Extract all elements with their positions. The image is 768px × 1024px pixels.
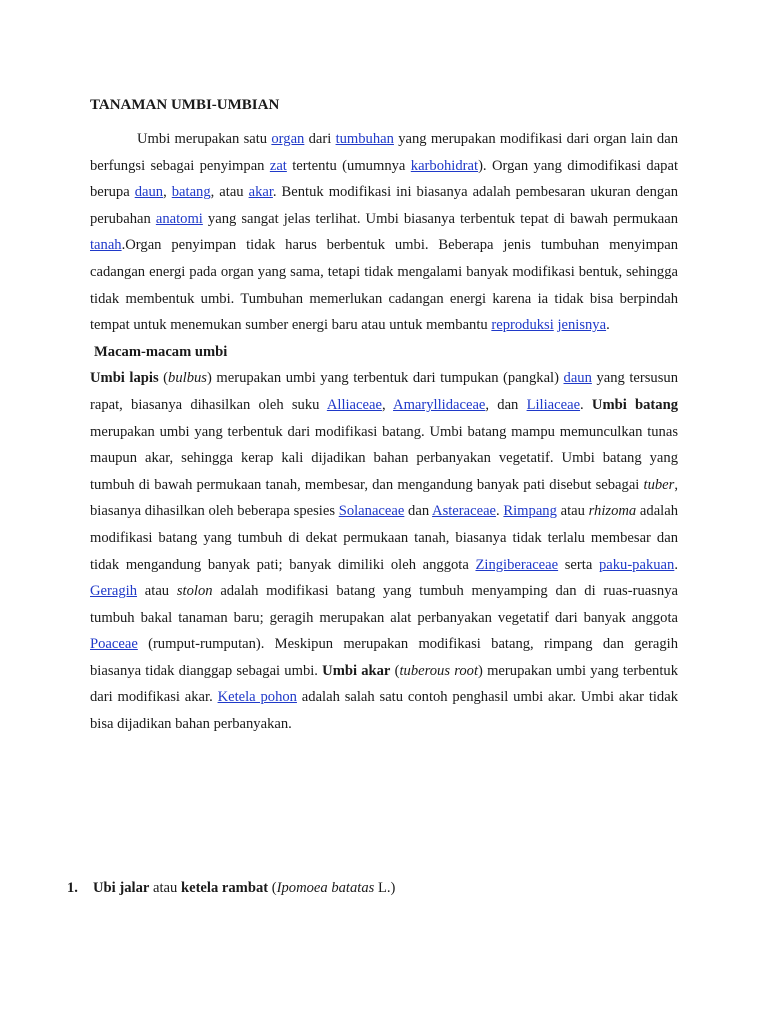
link-tanah[interactable]: tanah [90, 237, 122, 254]
link-alliaceae[interactable]: Alliaceae [326, 396, 382, 413]
types-paragraph [90, 365, 678, 737]
link-paku-pakuan[interactable]: paku-pakuan [598, 556, 675, 573]
text-run: ) merupakan umbi yang terbentuk dari modifikasi akar. [90, 662, 678, 706]
text-run: (rumput-rumputan). Meskipun merupakan modifikasi batang, rimpang dan geragih biasanya tidak dianggap sebagai umbi. [90, 636, 678, 679]
text-run: tertentu (umumnya [286, 157, 411, 174]
italic-term: rhizoma [588, 503, 637, 520]
text-run: . [674, 556, 678, 573]
link-geragih[interactable]: Geragih [90, 583, 138, 600]
text-run: serta [558, 556, 599, 573]
link-zingiberaceae[interactable]: Zingiberaceae [475, 556, 559, 573]
link-daun[interactable]: daun [134, 184, 164, 201]
text-run: ( [390, 662, 400, 679]
link-akar[interactable]: akar [248, 184, 273, 201]
link-karbohidrat[interactable]: karbohidrat [410, 157, 479, 174]
text-run: adalah salah satu contoh penghasil umbi akar. Umbi akar tidak bisa dijadikan bahan perbanyakan. [90, 689, 678, 733]
link-solanaceae[interactable]: Solanaceae [338, 503, 405, 520]
italic-term: stolon [176, 583, 213, 600]
text-run: ). Organ yang dimodifikasi dapat berupa [90, 157, 679, 201]
text-run: ( [268, 880, 277, 896]
document-page [90, 92, 678, 738]
link-jenisnya[interactable]: jenisnya [557, 317, 607, 334]
text-run: yang tersusun rapat, biasanya dihasilkan oleh suku [90, 370, 678, 413]
link-liliaceae[interactable]: Liliaceae [526, 396, 581, 413]
link-daun[interactable]: daun [563, 370, 592, 387]
text-run: yang merupakan modifikasi dari organ lain dan berfungsi sebagai penyimpan [90, 131, 678, 174]
link-anatomi[interactable]: anatomi [155, 210, 203, 227]
text-run: , [163, 184, 172, 201]
link-organ[interactable]: organ [271, 131, 305, 147]
text-run: ( [158, 370, 169, 387]
intro-paragraph [90, 126, 678, 339]
text-run: .Organ penyimpan tidak harus berbentuk umbi. Beberapa jenis tumbuhan menyimpan cadangan energi pada organ yang sama, tetapi tidak mengalami banyak modifikasi bentuk, sehingga tidak membentuk umbi. Tumbuhan memerlukan cadangan energi karena ia tidak bisa berpindah tempat untuk menemukan sumber energi baru atau untuk membantu [90, 237, 678, 334]
link-reproduksi[interactable]: reproduksi [491, 317, 554, 334]
text-run: yang sangat jelas terlihat. Umbi biasanya terbentuk tepat di bawah permukaan [202, 210, 678, 227]
bold-term: Umbi lapis [90, 370, 159, 387]
bold-term: Umbi batang [591, 396, 678, 413]
text-run: L.) [374, 880, 396, 896]
link-poaceae[interactable]: Poaceae [90, 636, 138, 653]
text-run: ) merupakan umbi yang terbentuk dari tumpukan (pangkal) [206, 370, 564, 387]
text-run: , biasanya dihasilkan oleh beberapa spesies [90, 476, 678, 520]
list-item [67, 877, 395, 899]
link-rimpang[interactable]: Rimpang [503, 503, 557, 520]
numbered-list [67, 877, 395, 899]
text-run: adalah modifikasi batang yang tumbuh menyamping dan di ruas-ruasnya tumbuh bakal tanaman baru; geragih merupakan alat perbanyakan vegetatif dari banyak anggota [90, 583, 678, 626]
document-title: TANAMAN UMBI-UMBIAN [90, 97, 280, 113]
text-run: merupakan umbi yang terbentuk dari modifikasi batang. Umbi batang mampu memunculkan tunas maupun akar, sehingga kerap kali dijadikan bahan perbanyakan vegetatif. Umbi batang yang tumbuh di bawah permukaan tanah, membesar, dan mengandung banyak pati disebut sebagai [90, 423, 678, 493]
text-run: dan [404, 503, 433, 520]
bold-term: Umbi akar [322, 662, 391, 679]
text-run: , [381, 396, 394, 413]
link-tumbuhan[interactable]: tumbuhan [335, 131, 394, 147]
text-run: . [580, 396, 592, 413]
text-run: , dan [485, 396, 527, 413]
text-run: . Bentuk modifikasi ini biasanya adalah pembesaran ukuran dengan perubahan [90, 184, 678, 227]
link-batang[interactable]: batang [171, 184, 211, 201]
link-amaryllidaceae[interactable]: Amaryllidaceae [393, 396, 486, 413]
list-number: 1. [67, 880, 78, 896]
italic-term: bulbus [168, 370, 207, 387]
text-run: . [606, 317, 610, 334]
text-run: adalah modifikasi batang yang tumbuh di dekat permukaan tanah, biasanya tidak terlalu membesar dan tidak mengandung banyak pati; banyak dimiliki oleh anggota [90, 503, 679, 573]
italic-term: Ipomoea batatas [276, 880, 375, 896]
text-run: atau [149, 880, 181, 896]
text-run: Umbi merupakan satu [137, 131, 272, 147]
link-zat[interactable]: zat [269, 157, 287, 174]
text-run: . [496, 503, 504, 520]
bold-term: ketela rambat [180, 880, 269, 896]
text-run: , atau [210, 184, 249, 201]
section-heading: Macam-macam umbi [94, 343, 228, 360]
link-asteraceae[interactable]: Asteraceae [432, 503, 497, 520]
bold-term: Ubi jalar [93, 880, 150, 896]
link-ketela-pohon[interactable]: Ketela pohon [217, 689, 297, 706]
list-item-text [93, 880, 395, 896]
text-run: atau [137, 583, 177, 600]
text-run: dari [304, 131, 336, 147]
italic-term: tuber [643, 476, 675, 493]
italic-term: tuberous root [399, 662, 479, 679]
text-run: atau [556, 503, 589, 520]
